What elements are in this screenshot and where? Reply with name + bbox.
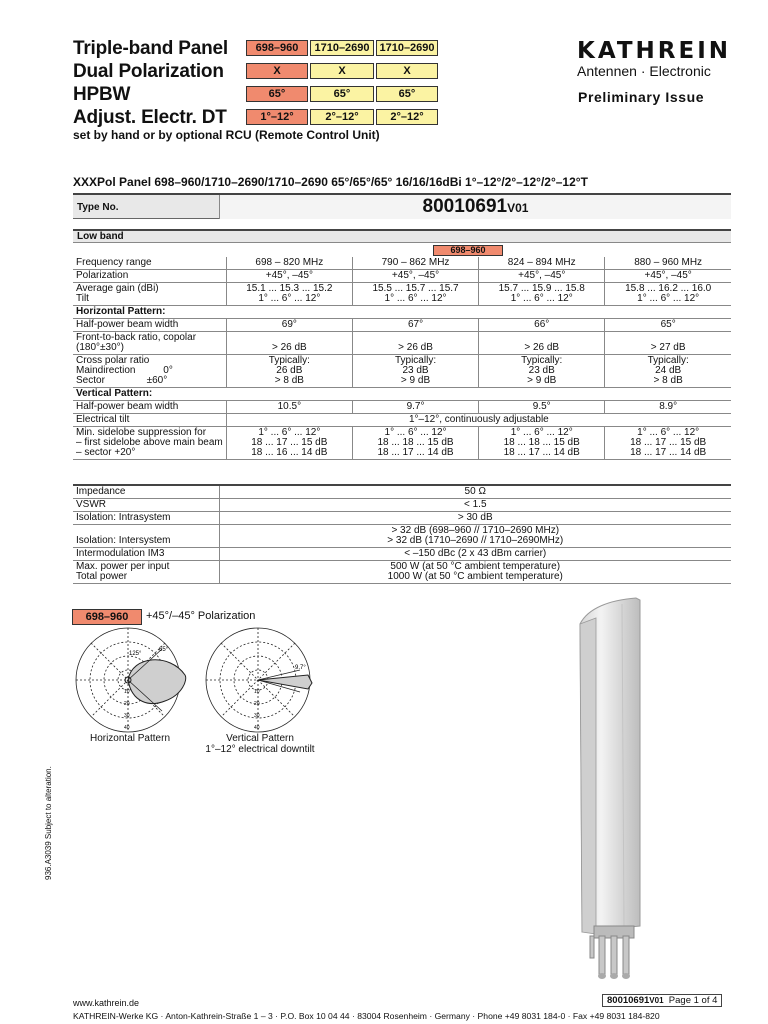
type-version: V01 xyxy=(507,201,529,215)
title-line-2: Dual Polarization xyxy=(73,61,224,82)
horizontal-pattern-diagram xyxy=(70,625,190,735)
hpbw-box-3: 65° xyxy=(376,86,438,102)
spec-row xyxy=(73,401,731,414)
spec-label: Polarization xyxy=(73,270,226,283)
spec-value: > 27 dB xyxy=(605,332,731,355)
spec-label: Frequency range xyxy=(73,257,226,270)
spec-value: 1° ... 6° ... 12° 18 ... 17 ... 15 dB 18 ... 16 ... 14 dB xyxy=(226,427,352,460)
spec-row xyxy=(73,388,731,401)
spec-value: 880 – 960 MHz xyxy=(605,257,731,270)
horizontal-pattern-caption: Horizontal Pattern xyxy=(89,733,171,744)
tilt-box-1: 1°–12° xyxy=(246,109,308,125)
spec-value: > 26 dB xyxy=(352,332,478,355)
dual-box-3: X xyxy=(376,63,438,79)
footer-address: KATHREIN-Werke KG · Anton-Kathrein-Straße 1 – 3 · P.O. Box 10 04 44 · 83004 Rosenheim · Germany · Phone +49 8031 184-0 · Fax +49 8031 184-820 xyxy=(73,1011,660,1021)
general-row xyxy=(73,485,731,499)
general-label: Isolation: Intersystem xyxy=(73,525,219,548)
title-line-4: Adjust. Electr. DT xyxy=(73,107,227,128)
antenna-product-image xyxy=(570,596,650,992)
spec-value: 69° xyxy=(226,319,352,332)
spec-value: 698 – 820 MHz xyxy=(226,257,352,270)
low-band-tag: 698–960 xyxy=(433,245,503,256)
general-table xyxy=(73,484,731,584)
pattern-band-tag: 698–960 xyxy=(72,609,142,625)
spec-label: Vertical Pattern: xyxy=(73,388,731,401)
type-label: Type No. xyxy=(77,202,119,213)
spec-value: Typically: 23 dB > 9 dB xyxy=(352,355,478,388)
hpbw-box-1: 65° xyxy=(246,86,308,102)
title-line-3: HPBW xyxy=(73,84,131,105)
general-row xyxy=(73,525,731,548)
spec-label: Horizontal Pattern: xyxy=(73,306,731,319)
h-mark-125: 125° xyxy=(129,651,142,657)
spec-label: Front-to-back ratio, copolar (180°±30°) xyxy=(73,332,226,355)
type-number-row xyxy=(73,193,731,219)
spec-row xyxy=(73,257,731,270)
tilt-box-2: 2°–12° xyxy=(310,109,374,125)
spec-value: +45°, –45° xyxy=(605,270,731,283)
general-value: 50 Ω xyxy=(219,485,731,499)
band-box-3: 1710–2690 xyxy=(376,40,438,56)
type-number-value: 80010691 xyxy=(422,196,508,217)
footer-type-no: 80010691 xyxy=(607,995,650,1006)
spec-value: 824 – 894 MHz xyxy=(479,257,605,270)
v-mark-20: 20 xyxy=(254,701,260,707)
footer-type-ver: V01 xyxy=(649,996,664,1005)
general-row xyxy=(73,499,731,512)
low-band-table xyxy=(73,257,731,460)
spec-value: 8.9° xyxy=(605,401,731,414)
spec-row xyxy=(73,283,731,306)
spec-value: 1° ... 6° ... 12° 18 ... 18 ... 15 dB 18 ... 17 ... 14 dB xyxy=(479,427,605,460)
general-label: Impedance xyxy=(73,485,219,499)
spec-value: > 26 dB xyxy=(479,332,605,355)
page-indicator xyxy=(602,994,722,1007)
spec-value: 1° ... 6° ... 12° 18 ... 18 ... 15 dB 18 ... 17 ... 14 dB xyxy=(352,427,478,460)
general-value: < –150 dBc (2 x 43 dBm carrier) xyxy=(219,548,731,561)
page-number: Page 1 of 4 xyxy=(668,995,718,1006)
vertical-pattern-diagram xyxy=(200,625,320,735)
spec-value: > 26 dB xyxy=(226,332,352,355)
spec-value: 10.5° xyxy=(226,401,352,414)
spec-row xyxy=(73,427,731,460)
spec-label: Half-power beam width xyxy=(73,319,226,332)
spec-row xyxy=(73,332,731,355)
low-band-header: Low band xyxy=(73,229,731,243)
general-label: Max. power per input Total power xyxy=(73,561,219,584)
spec-value: 15.1 ... 15.3 ... 15.2 1° ... 6° ... 12° xyxy=(226,283,352,306)
dual-box-1: X xyxy=(246,63,308,79)
footer-website[interactable]: www.kathrein.de xyxy=(73,998,140,1008)
general-row xyxy=(73,561,731,584)
general-row xyxy=(73,512,731,525)
general-label: Isolation: Intrasystem xyxy=(73,512,219,525)
spec-value: 9.5° xyxy=(479,401,605,414)
band-box-1: 698–960 xyxy=(246,40,308,56)
v-mark-30: 30 xyxy=(254,713,260,719)
spec-label: Min. sidelobe suppression for – first sidelobe above main beam – sector +20° xyxy=(73,427,226,460)
spec-row xyxy=(73,319,731,332)
vertical-pattern-caption: Vertical Pattern 1°–12° electrical downtilt xyxy=(205,733,315,755)
type-number xyxy=(219,195,731,219)
tilt-box-3: 2°–12° xyxy=(376,109,438,125)
general-label: Intermodulation IM3 xyxy=(73,548,219,561)
general-value: > 32 dB (698–960 // 1710–2690 MHz) > 32 dB (1710–2690 // 1710–2690MHz) xyxy=(219,525,731,548)
side-reference: 936.A3039 Subject to alteration. xyxy=(44,766,53,880)
spec-value: Typically: 23 dB > 9 dB xyxy=(479,355,605,388)
spec-value: +45°, –45° xyxy=(479,270,605,283)
issue-label: Preliminary Issue xyxy=(578,89,705,105)
polarization-label: +45°/–45° Polarization xyxy=(146,610,256,622)
v-mark-10: 10 xyxy=(254,689,260,695)
spec-value: 65° xyxy=(605,319,731,332)
general-row xyxy=(73,548,731,561)
spec-row xyxy=(73,355,731,388)
h-mark-30: 30 xyxy=(124,713,130,719)
band-box-2: 1710–2690 xyxy=(310,40,374,56)
h-mark-20: 20 xyxy=(124,701,130,707)
spec-label: Average gain (dBi) Tilt xyxy=(73,283,226,306)
h-mark-40: 40 xyxy=(124,725,130,731)
general-label: VSWR xyxy=(73,499,219,512)
h-mark-10: 10 xyxy=(124,689,130,695)
product-title: XXXPol Panel 698–960/1710–2690/1710–2690 65°/65°/65° 16/16/16dBi 1°–12°/2°–12°/2°–12°T xyxy=(73,175,588,189)
spec-value: 9.7° xyxy=(352,401,478,414)
spec-value: +45°, –45° xyxy=(352,270,478,283)
v-mark-40: 40 xyxy=(254,725,260,731)
rcu-subtitle: set by hand or by optional RCU (Remote Control Unit) xyxy=(73,128,380,142)
spec-label: Cross polar ratio Maindirection 0° Sector ±60° xyxy=(73,355,226,388)
spec-value: 1° ... 6° ... 12° 18 ... 17 ... 15 dB 18 ... 17 ... 14 dB xyxy=(605,427,731,460)
spec-value: 790 – 862 MHz xyxy=(352,257,478,270)
kathrein-logo: KATHREIN xyxy=(577,38,732,64)
spec-value: 1°–12°, continuously adjustable xyxy=(226,414,731,427)
spec-value: 66° xyxy=(479,319,605,332)
spec-row xyxy=(73,306,731,319)
v-mark-9-7: 9.7° xyxy=(295,665,306,671)
dual-box-2: X xyxy=(310,63,374,79)
general-value: > 30 dB xyxy=(219,512,731,525)
general-value: 500 W (at 50 °C ambient temperature) 1000 W (at 50 °C ambient temperature) xyxy=(219,561,731,584)
spec-value: +45°, –45° xyxy=(226,270,352,283)
spec-value: 15.5 ... 15.7 ... 15.7 1° ... 6° ... 12° xyxy=(352,283,478,306)
h-mark-65: 65° xyxy=(159,647,169,653)
spec-value: Typically: 26 dB > 8 dB xyxy=(226,355,352,388)
brand-tagline: Antennen · Electronic xyxy=(577,63,711,79)
general-value: < 1.5 xyxy=(219,499,731,512)
spec-value: Typically: 24 dB > 8 dB xyxy=(605,355,731,388)
spec-label: Electrical tilt xyxy=(73,414,226,427)
spec-value: 15.7 ... 15.9 ... 15.8 1° ... 6° ... 12° xyxy=(479,283,605,306)
spec-value: 15.8 ... 16.2 ... 16.0 1° ... 6° ... 12° xyxy=(605,283,731,306)
spec-value: 67° xyxy=(352,319,478,332)
spec-label: Half-power beam width xyxy=(73,401,226,414)
hpbw-box-2: 65° xyxy=(310,86,374,102)
spec-row xyxy=(73,414,731,427)
spec-row xyxy=(73,270,731,283)
title-line-1: Triple-band Panel xyxy=(73,38,228,59)
